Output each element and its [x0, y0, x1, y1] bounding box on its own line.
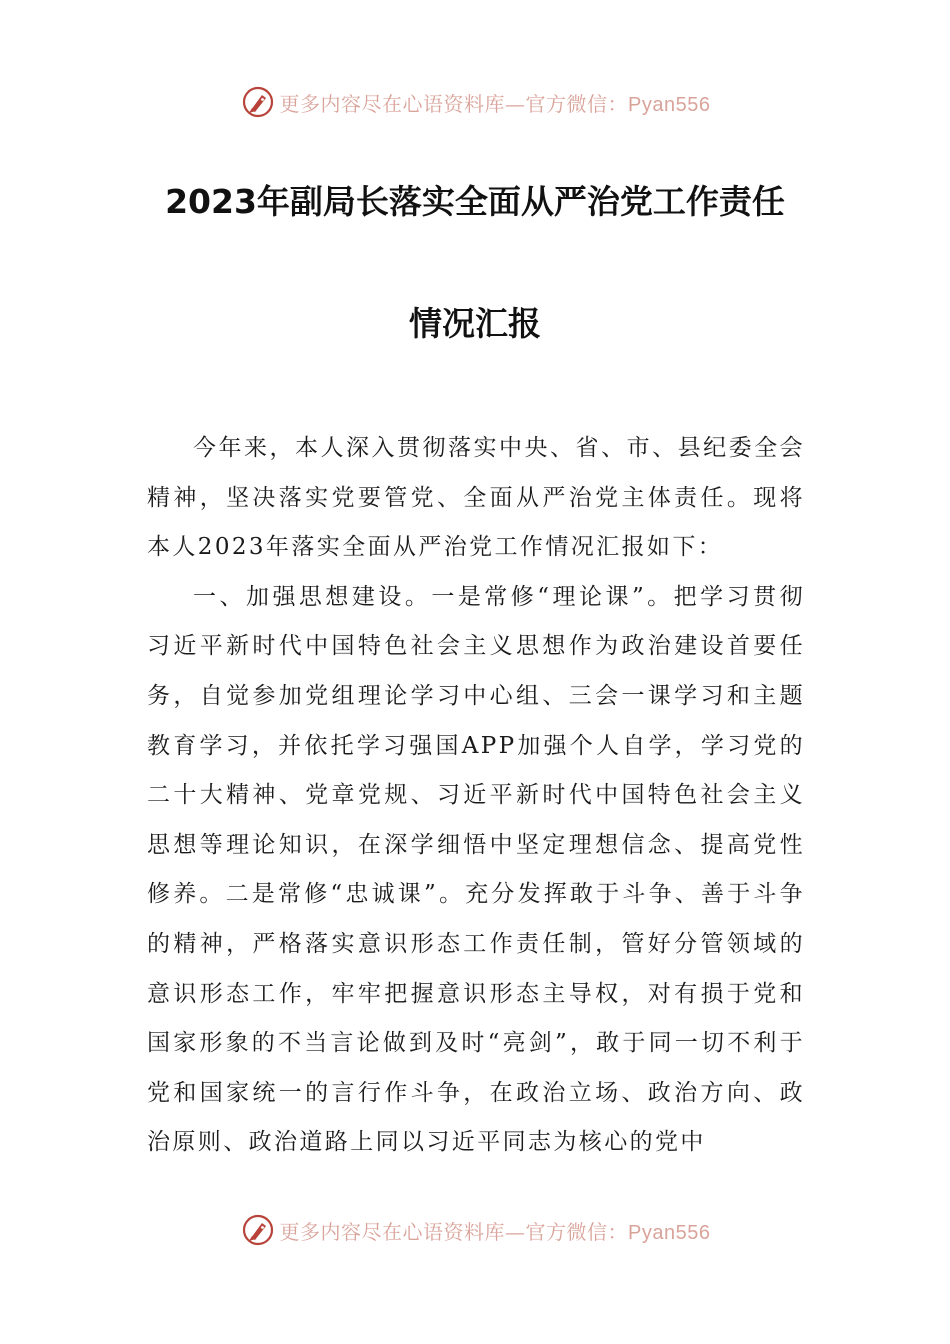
document-body [147, 424, 805, 1168]
paragraph-section-1: 一、加强思想建设。一是常修“理论课”。把学习贯彻习近平新时代中国特色社会主义思想作为政治建设首要任务，自觉参加党组理论学习中心组、三会一课学习和主题教育学习，并依托学习强国APP加强个人自学，学习党的二十大精神、党章党规、习近平新时代中国特色社会主义思想等理论知识，在深学细悟中坚定理想信念、提高党性修养。二是常修“忠诚课”。充分发挥敢于斗争、善于斗争的精神，严格落实意识形态工作责任制，管好分管领域的意识形态工作，牢牢把握意识形态主导权，对有损于党和国家形象的不当言论做到及时“亮剑”，敢于同一切不利于党和国家统一的言行作斗争，在政治立场、政治方向、政治原则、政治道路上同以习近平同志为核心的党中 [147, 583, 805, 1156]
document-title-line2: 情况汇报 [409, 304, 541, 343]
watermark-text: 更多内容尽在心语资料库—官方微信：Pyan556 [279, 1219, 711, 1244]
pen-nib-logo-icon [240, 84, 276, 120]
watermark-text: 更多内容尽在心语资料库—官方微信：Pyan556 [279, 91, 711, 116]
watermark-wechat: 官方微信：Pyan556 [525, 93, 711, 116]
watermark-banner-bottom [0, 1210, 950, 1250]
paragraph-intro: 今年来，本人深入贯彻落实中央、省、市、县纪委全会精神，坚决落实党要管党、全面从严治党主体责任。现将本人2023年落实全面从严治党工作情况汇报如下： [147, 435, 805, 561]
pen-nib-logo-icon [240, 1212, 276, 1248]
watermark-wechat: 官方微信：Pyan556 [525, 1221, 711, 1244]
document-title-line1: 2023年副局长落实全面从严治党工作责任 [165, 182, 785, 221]
watermark-banner-top [0, 82, 950, 122]
